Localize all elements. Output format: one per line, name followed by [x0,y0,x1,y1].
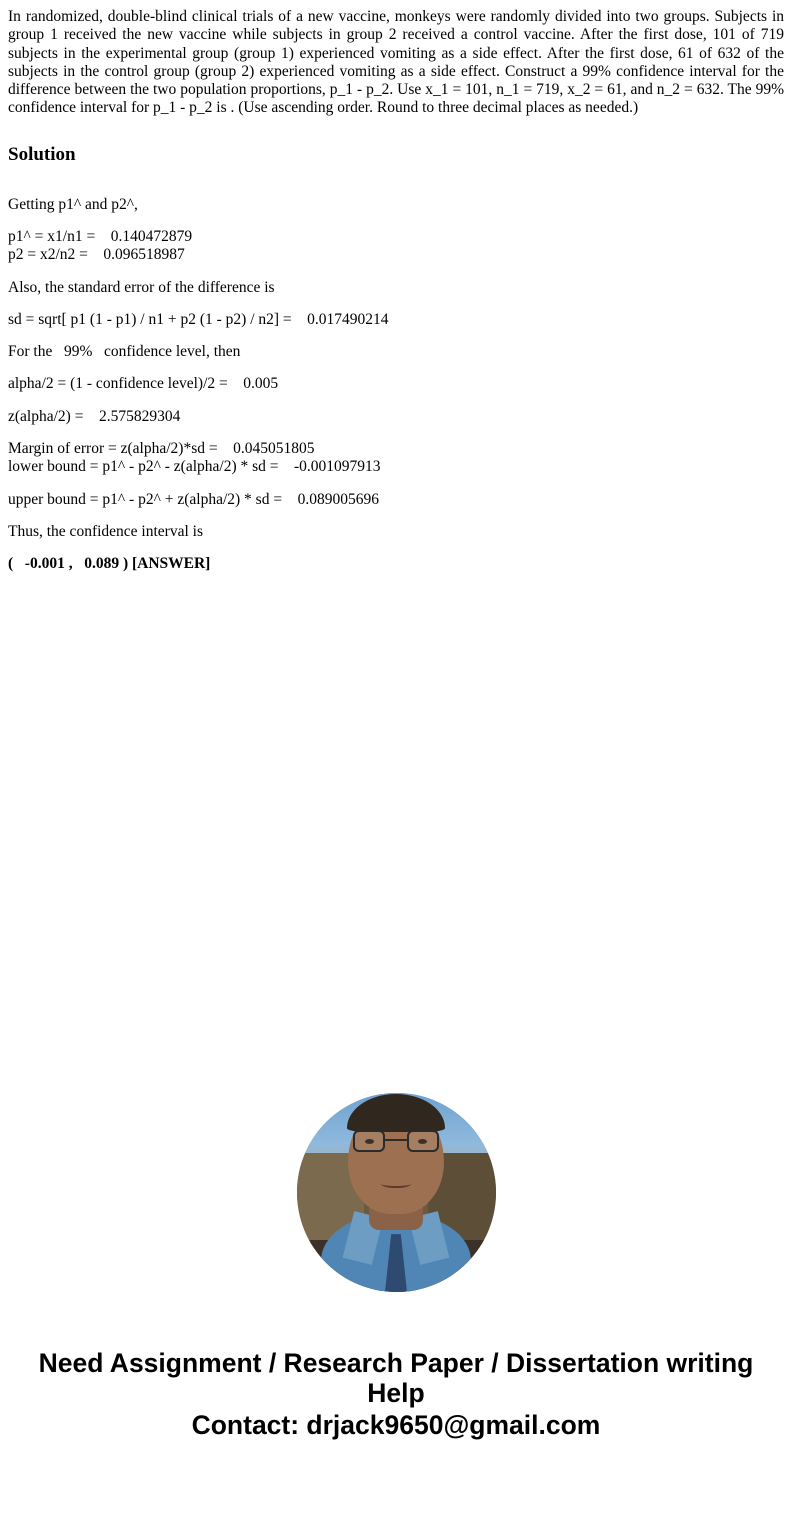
solution-line: upper bound = p1^ - p2^ + z(alpha/2) * sd = 0.089005696 [8,490,379,508]
solution-line: p1^ = x1/n1 = 0.140472879 [8,227,193,245]
glasses-lens-left [353,1130,385,1152]
avatar-mouth [381,1180,411,1188]
solution-line: Thus, the confidence interval is [8,522,203,540]
footer-contact: Contact: drjack9650@gmail.com [191,1410,601,1441]
solution-line: p2 = x2/n2 = 0.096518987 [8,246,185,264]
solution-line: Getting p1^ and p2^, [8,195,138,213]
solution-work [8,196,784,573]
solution-line: For the 99% confidence level, then [8,343,241,361]
problem-statement: In randomized, double-blind clinical trials of a new vaccine, monkeys were randomly divided into two groups. Subjects in group 1 received the new vaccine while subjects in group 2 received a control vaccine. After the first dose, 101 of 719 subjects in the experimental group (group 1) experienced vomiting as a side effect. After the first dose, 61 of 632 of the subjects in the control group (group 2) experienced vomiting as a side effect. Construct a 99% confidence interval for the difference between the two population proportions, p_1 - p_2. Use x_1 = 101, n_1 = 719, x_2 = 61, and n_2 = 632. The 99% confidence interval for p_1 - p_2 is . (Use ascending order. Round to three decimal places as needed.) [8,8,784,117]
footer-headline: Need Assignment / Research Paper / Dissertation writing Help [38,1348,754,1409]
avatar-container [8,1093,784,1292]
footer [8,1348,784,1441]
solution-line: sd = sqrt[ p1 (1 - p1) / n1 + p2 (1 - p2) / n2] = 0.017490214 [8,310,389,328]
solution-line: Margin of error = z(alpha/2)*sd = 0.045051805 [8,439,315,457]
solution-line: Also, the standard error of the difference is [8,278,275,296]
blank-space [8,573,784,1093]
final-answer: ( -0.001 , 0.089 ) [ANSWER] [8,555,211,573]
glasses-lens-right [407,1130,439,1152]
solution-heading: Solution [8,143,76,165]
avatar [297,1093,496,1292]
solution-line: alpha/2 = (1 - confidence level)/2 = 0.005 [8,375,279,393]
solution-line: lower bound = p1^ - p2^ - z(alpha/2) * sd = -0.001097913 [8,458,381,476]
solution-line: z(alpha/2) = 2.575829304 [8,407,181,425]
glasses-icon [353,1130,439,1152]
glasses-bridge [385,1139,407,1141]
